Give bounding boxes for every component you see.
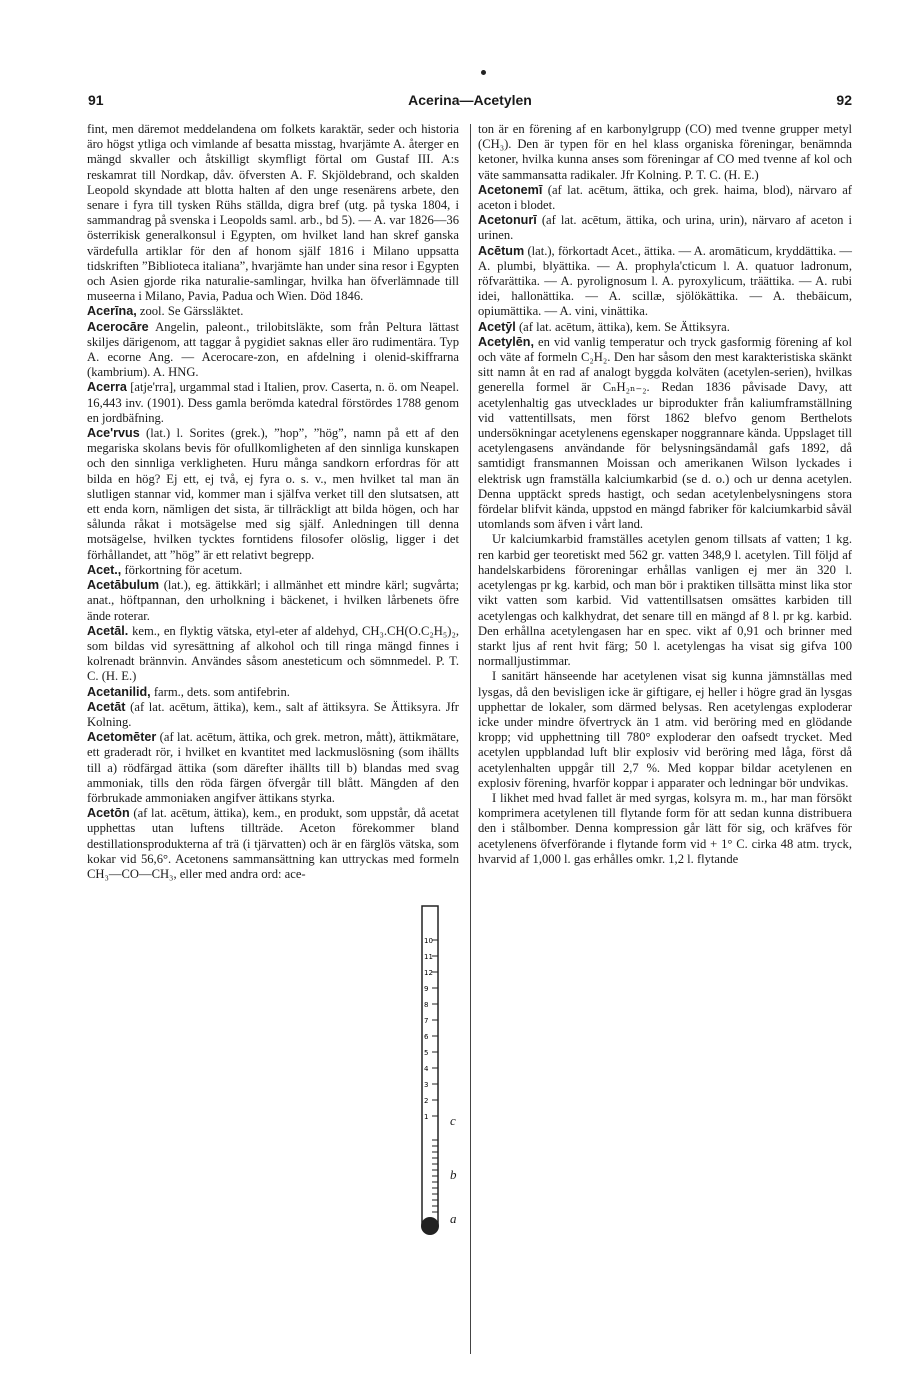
entry-headword: Acetanilid,: [87, 684, 151, 699]
entry: [87, 624, 459, 685]
entry: [87, 806, 459, 882]
figure-label-b: b: [450, 1167, 457, 1182]
entry-text: Angelin, paleont., trilobitsläkte, som från Peltura lättast skiljes därigenom, att taggar å pygidiet saknas eller äro rudimentära. Typ A. ecorne Ang. — Acerocare-zon, en afdelning i olenid-skiffrarna (kambrium). A. HNG.: [87, 319, 459, 380]
acetometer-mark-label: 11: [424, 953, 433, 961]
acetometer-mark-label: 2: [424, 1097, 429, 1105]
right-column: [478, 122, 852, 867]
entry-headword: Acetomēter: [87, 730, 157, 745]
right-page-number: 92: [836, 92, 852, 108]
entry-text: (lat.), förkortadt Acet., ättika. — A. aromāticum, kryddättika. — A. plumbi, blyättika. — A. prophyla'cticum l. A. quatuor ladronum, röfvarättika. — A. pyrolignosum l. A. pyroxylicum, träättika. — A. rubi idei, hallonättika. — A. scillæ, sjölökättika. — A. thebāicum, opiumättika. — A. vini, vinättika.: [478, 243, 852, 319]
entry: [478, 320, 852, 335]
entry-text: farm., dets. som antifebrin.: [153, 684, 290, 699]
entry-text: (lat.), eg. ättikkärl; i allmänhet ett mindre kärl; sugvårta; anat., höftpannan, den urholkning i bäckenet, i hvilken lårbenets öfre ände roterar.: [87, 578, 459, 623]
entry-headword: Acetylēn,: [478, 334, 534, 349]
entry-headword: Ace'rvus: [87, 426, 140, 441]
acetometer-mark-label: 5: [424, 1049, 429, 1057]
entry-text: kem., en flyktig vätska, etyl-eter af aldehyd, CH₃.CH(O.C₂H₅)₂, som bildas vid syresättning af alkohol och till ringa mängd finnes i kolrenadt brännvin. Användes såsom anesteticum och sömnmedel. P. T. C. (H. E.): [87, 623, 459, 684]
entry: [478, 213, 852, 243]
entry-text: I likhet med hvad fallet är med syrgas, kolsyra m. m., har man försökt komprimera acetylenen till flytande form för att sedan kunna distribuera den i stålbomber. Denna kompression går lätt för sig, och kräfves för acetylenens öfverförande i flytande form vid + 1° C. cirka 48 atm. tryck, hvarvid af 1,000 l. gas erhålles omkr. 1,2 l. flytande: [478, 790, 852, 866]
entry-headword: Acetonemī: [478, 182, 543, 197]
entry-text: Ur kalciumkarbid framställes acetylen genom tillsats af vatten; 1 kg. ren karbid ger teoretiskt med 562 gr. vatten 348,9 l. acetylen. Till följd af handelskarbidens föroreningar erhållas vanligen ej mer än 320 l. acetylengas pr kg. karbid, och man bör i praktiken tillsätta minst lika stor vikt vatten som karbid. Vid vattentillsatsen omsättes karbiden till acetylengas och kalkhydrat, det senare till en mängd af 8 l. pr kg. karbid. Den erhållna acetylengasen har en spec. vikt af 0,91 och brinner med starkt ljus af rent hvit färg; 50 l. acetylengas ha visat sig gifva 100 normalljustimmar.: [478, 532, 852, 669]
column-divider: [470, 124, 471, 1354]
acetometer-mark-label: 4: [424, 1065, 429, 1073]
entry: [478, 122, 852, 183]
entry-headword: Acetāl.: [87, 623, 129, 638]
entry: [87, 578, 459, 624]
entry-text: (af lat. acētum, ättika, och grek. metron, mått), ättikmätare, ett graderadt rör, i hvilket en kvantitet med lackmuslösning (som ihällts till a) rödfärgad ättika (som därefter ihällts till b) blandas med svag ammoniak, tills den röda färgen öfvergår till blått. Mängden af den förbrukade ammoniaken angifver ättikans styrka.: [87, 730, 459, 805]
stray-dot: [481, 70, 486, 75]
acetometer-mark-label: 3: [424, 1081, 429, 1089]
left-column: [87, 122, 459, 882]
acetometer-mark-label: 9: [424, 985, 429, 993]
acetometer-mark-label: 10: [424, 937, 433, 945]
acetometer-mark-label: 8: [424, 1001, 429, 1009]
entry: [87, 563, 459, 578]
entry: [87, 426, 459, 563]
entry-headword: Acetāt: [87, 699, 126, 714]
entry-headword: Acet.,: [87, 562, 122, 577]
entry-text: (af lat. acētum, ättika), kem., en produkt, som uppstår, då acetat upphettas utan luftens tillträde. Aceton förekommer bland destillationsprodukterna af trä (i tjärvatten) och är en färglös vätska, som kokar vid 56,6°. Acetonens sammansättning kan uttryckas med formeln CH₃—CO—CH₃, eller med andra ord: ace-: [87, 806, 459, 881]
entry: [87, 304, 459, 319]
entry: [87, 122, 459, 304]
acetometer-mark-label: 6: [424, 1033, 429, 1041]
entry-headword: Acetonurī: [478, 213, 537, 228]
page-header: [88, 92, 852, 112]
entry: [87, 320, 459, 381]
entry: [478, 335, 852, 533]
left-page-number: 91: [88, 92, 104, 108]
entry-headword: Acetōn: [87, 806, 130, 821]
entry: [478, 244, 852, 320]
entry: [87, 685, 459, 700]
entry-text: ton är en förening af en karbonylgrupp (CO) med tvenne grupper metyl (CH₃). Den är typen för en hel klass organiska föreningar, benämnda ketoner, hvilka kunna anses som föreningar af CO med tvenne af kol och väte sammansatta radikaler. Jfr Kolning. P. T. C. (H. E.): [478, 122, 852, 182]
entry-headword: Acetȳl: [478, 319, 516, 334]
entry: [87, 730, 459, 806]
figure-label-c: c: [450, 1113, 456, 1128]
acetometer-bulb: [421, 1217, 439, 1235]
entry-headword: Acētum: [478, 243, 525, 258]
entry-text: [atje'rra], urgammal stad i Italien, prov. Caserta, n. ö. om Neapel. 16,443 inv. (1901). Dess gamla berömda katedral förstördes 1788 genom en jordbäfning.: [87, 380, 459, 425]
entry-text: fint, men däremot meddelandena om folkets karaktär, seder och historia äro högst ytliga och vimlande af besatta misstag, hvarjämte A. återger en mängd skvaller och åtskilligt skymfligt förtal om Gustaf III. A:s reskamrat till Nordkap, dåv. öfversten A. F. Skjöldebrand, och skalden Leopold skyndade att blotta halten af den unge resenärens arbete, den senare i fyra till tysken Rühs ställda, digra bref (utg. på tyska 1804, i sammandrag på svenska i Leopolds saml. arb., bd 5). — A. var 1826—36 österrikisk generalkonsul i Egypten, om hvilket land han skref ganska värdefulla artiklar för den af honom själf 1816 i Milano uppsatta tidskriften ”Biblioteca italiana”, hvarjämte han under sina resor i Egypten och Asien gjorde rika naturalie-samlingar, hvilka han öfverlämnade till museerna i Milano, Pavia, Padua och Wien. Död 1846.: [87, 122, 459, 304]
entry: [478, 791, 852, 867]
entry: [87, 700, 459, 730]
acetometer-mark-label: 1: [424, 1113, 429, 1121]
entry-text: zool. Se Gärssläktet.: [139, 304, 244, 319]
entry-text: (af lat. acētum, ättika), kem., salt af ättiksyra. Se Ättiksyra. Jfr Kolning.: [87, 699, 459, 729]
entry: [87, 380, 459, 426]
entry-text: (af lat. acētum, ättika, och urina, urin), närvaro af aceton i urinen.: [478, 213, 852, 243]
acetometer-figure: [418, 900, 444, 1240]
entry: [478, 183, 852, 213]
running-title: Acerina—Acetylen: [408, 92, 532, 108]
entry: [478, 532, 852, 669]
entry-text: (af lat. acētum, ättika), kem. Se Ättiksyra.: [518, 319, 730, 334]
entry-text: (af lat. acētum, ättika, och grek. haima, blod), närvaro af aceton i blodet.: [478, 182, 852, 213]
entry-text: en vid vanlig temperatur och tryck gasformig förening af kol och väte af formeln C₂H₂. Den har såsom den mest karakteristiska skänkt sitt namn åt en rad af analogt byggda kolväten (acetylen-serien), hvilkas generella formel är CₙH₂ₙ₋₂. Redan 1836 påvisade Davy, att acetylenhaltig gas utvecklades ur biprodukter från kaliumframställning vid vattentillsats, men först 1862 blefvo genom Berthelots undersökningar acetylenens egenskaper noggrannare kända. Uppslaget till acetylengasens användande för belysningsändamål gafs 1892, då samtidigt fransmannen Moissan och amerikanen Wilson lyckades i elektrisk ugn framställa kalciumkarbid (se d. o.) och ur denna acetylen. Denna upptäckt spreds hastigt, och sedan acetylenbelysningens stora fördelar blifvit kända, uppstod en mängd fabriker för kalciumkarbid såväl utomlands som äfven i vårt land.: [478, 334, 852, 532]
entry-text: (lat.) l. Sorites (grek.), ”hop”, ”hög”, namn på ett af den megariska skolans bevis för ofullkomligheten af den sinnliga kunskapen och den sinnliga verkligheten. Huru många sandkorn erfordras för att bilda en hög? Ej ett, ej två, ej fyra o. s. v., men hvilket tal man än slutligen stannar vid, kommer man i själfva verket till den slutsatsen, att ett enda korn, nämligen det sista, är tillräckligt att bilda högen, och har sålunda råkat i motsägelse med sig själf. Anledningen till denna motsägelse, hvilken tycktes forntidens filosofer olöslig, ligger i det förhållandet, att ”hög” är ett relativt begrepp.: [87, 426, 459, 562]
acetometer-mark-label: 7: [424, 1017, 429, 1025]
acetometer-mark-label: 12: [424, 969, 433, 977]
figure-label-a: a: [450, 1211, 457, 1226]
entry-headword: Acerra: [87, 380, 127, 395]
entry-text: förkortning för acetum.: [124, 562, 243, 577]
entry-text: I sanitärt hänseende har acetylenen visat sig kunna jämnställas med lysgas, då den bevisligen icke är giftigare, ej heller i högre grad än lysgas upphettar de lokaler, som därmed belysas. Ren acetylengas exploderar icke under mindre öfvertryck än 1 atm. vid beröring med en glödande kropp; vid upphettning till 780° exploderar den oafsedt trycket. Med acetylen uppblandad luft blir explosiv vid beröring med låga, först då acetylenhalten uppgår till 2,7 %. Med koppar bildar acetylenen en explosiv förening, hvarför koppar i apparater och ledningar bör undvikas.: [478, 669, 852, 790]
entry-headword: Acerīna,: [87, 304, 137, 319]
entry: [478, 669, 852, 791]
entry-headword: Acerocāre: [87, 319, 149, 334]
entry-headword: Acetābulum: [87, 578, 160, 593]
